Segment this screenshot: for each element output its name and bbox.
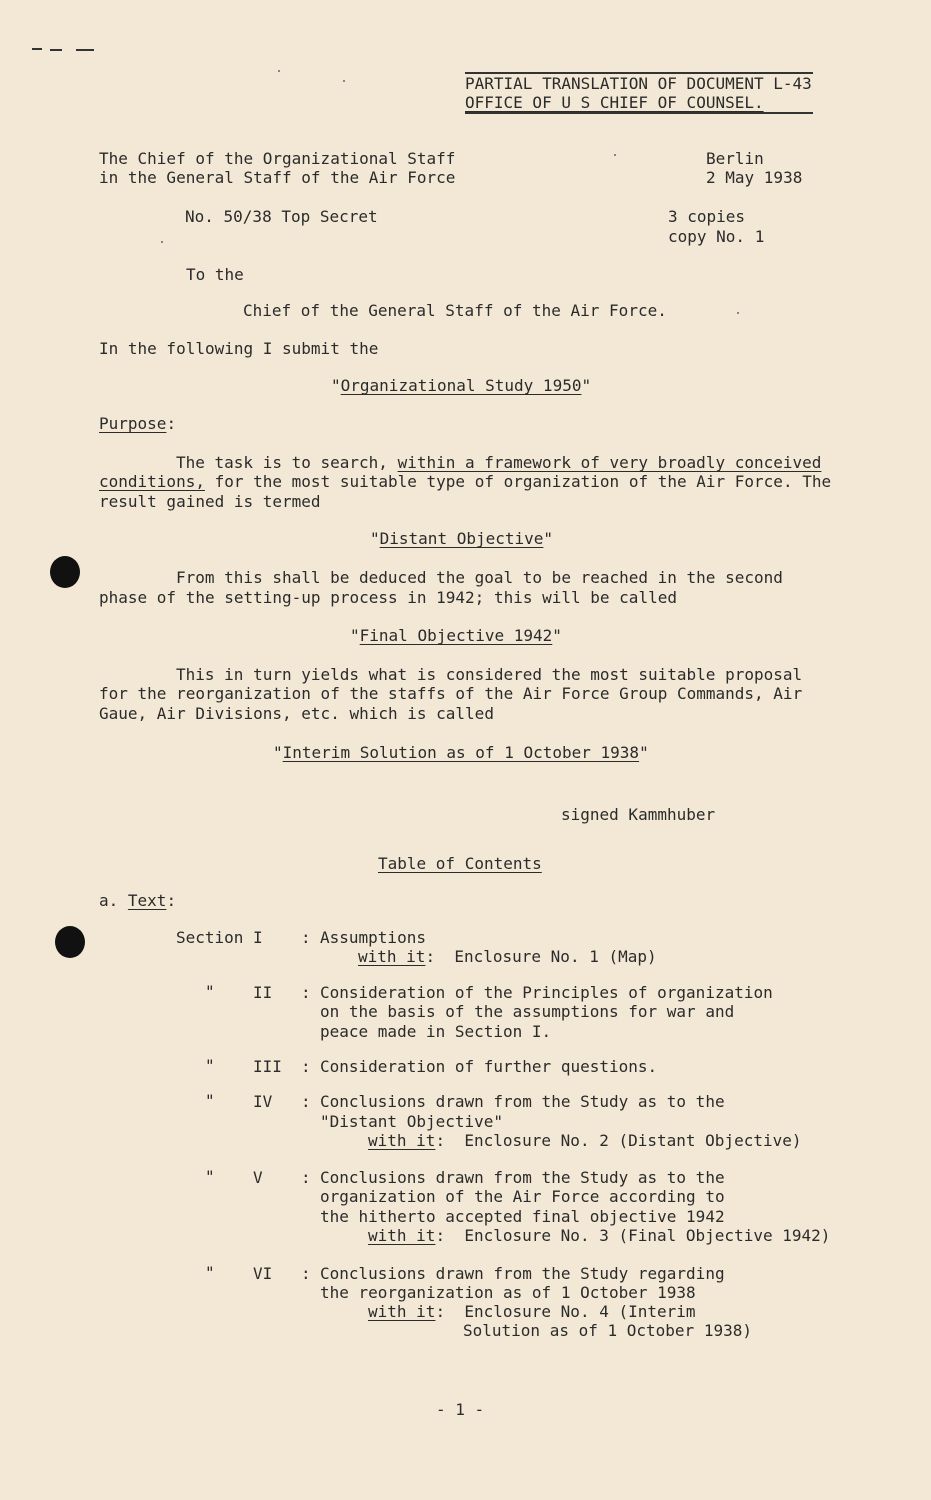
toc-enclosure: with it: Enclosure No. 3 (Final Objective 1942)	[368, 1226, 831, 1245]
toc-enclosure: with it: Enclosure No. 2 (Distant Objective)	[368, 1131, 802, 1150]
paragraph1-line3: result gained is termed	[99, 492, 321, 511]
toc-section-description: peace made in Section I.	[320, 1022, 552, 1041]
paragraph2-line1: From this shall be deduced the goal to be reached in the second	[176, 568, 783, 587]
page-number: - 1 -	[436, 1400, 485, 1419]
toc-text-label: a. Text:	[99, 891, 177, 910]
distant-objective-title: "Distant Objective"	[370, 529, 554, 548]
stray-mark	[32, 48, 42, 50]
toc-section-description: on the basis of the assumptions for war and	[320, 1002, 735, 1021]
stray-mark	[50, 49, 62, 51]
speck	[343, 80, 345, 82]
intro: In the following I submit the	[99, 339, 379, 358]
toc-section-numeral: VI	[253, 1264, 273, 1283]
punch-hole	[50, 556, 80, 588]
punch-hole	[55, 926, 85, 958]
header-rule-bottom	[465, 112, 813, 114]
document-header-line2: OFFICE OF U S CHIEF OF COUNSEL.	[465, 93, 764, 112]
toc-section-description: Assumptions	[320, 928, 426, 947]
study-title: "Organizational Study 1950"	[331, 376, 592, 395]
toc-section-description: Consideration of further questions.	[320, 1057, 658, 1076]
copies-count: 3 copies	[668, 207, 746, 226]
toc-section-description: Conclusions drawn from the Study as to the	[320, 1168, 725, 1187]
place: Berlin	[706, 149, 764, 168]
paragraph3-line1: This in turn yields what is considered the most suitable proposal	[176, 665, 803, 684]
sender-line2: in the General Staff of the Air Force	[99, 168, 456, 187]
toc-section-numeral: I	[253, 928, 263, 947]
paragraph1-line2: conditions, for the most suitable type of organization of the Air Force. The	[99, 472, 832, 491]
toc-section-numeral: II	[253, 983, 273, 1002]
toc-colon: :	[301, 1168, 311, 1187]
paragraph3-line3: Gaue, Air Divisions, etc. which is called	[99, 704, 494, 723]
speck	[737, 312, 739, 314]
toc-section-numeral: IV	[253, 1092, 273, 1111]
toc-section-description: Consideration of the Principles of organization	[320, 983, 773, 1002]
toc-colon: :	[301, 1264, 311, 1283]
toc-ditto: "	[205, 1091, 215, 1110]
paragraph3-line2: for the reorganization of the staffs of the Air Force Group Commands, Air	[99, 684, 803, 703]
document-header-line1: PARTIAL TRANSLATION OF DOCUMENT L-43	[465, 74, 812, 93]
toc-section-numeral: III	[253, 1057, 282, 1076]
toc-section-word: Section	[176, 928, 244, 947]
interim-solution-title: "Interim Solution as of 1 October 1938"	[273, 743, 649, 762]
toc-colon: :	[301, 928, 311, 947]
toc-colon: :	[301, 1057, 311, 1076]
toc-ditto: "	[205, 982, 215, 1001]
paragraph1-line1: The task is to search, within a framework of very broadly conceived	[176, 453, 822, 472]
reference-number: No. 50/38 Top Secret	[185, 207, 378, 226]
toc-enclosure: with it: Enclosure No. 1 (Map)	[358, 947, 657, 966]
toc-section-description: Conclusions drawn from the Study as to the	[320, 1092, 725, 1111]
speck	[278, 70, 280, 72]
toc-section-description: "Distant Objective"	[320, 1112, 504, 1131]
sender-line1: The Chief of the Organizational Staff	[99, 149, 456, 168]
toc-section-description: Conclusions drawn from the Study regarding	[320, 1264, 725, 1283]
date: 2 May 1938	[706, 168, 803, 187]
final-objective-title: "Final Objective 1942"	[350, 626, 562, 645]
toc-enclosure: with it: Enclosure No. 4 (Interim	[368, 1302, 696, 1321]
toc-section-description: organization of the Air Force according to	[320, 1187, 725, 1206]
addressee: Chief of the General Staff of the Air Force.	[243, 301, 667, 320]
purpose-heading: Purpose:	[99, 414, 177, 433]
toc-colon: :	[301, 1092, 311, 1111]
toc-ditto: "	[205, 1056, 215, 1075]
toc-enclosure-continued: Solution as of 1 October 1938)	[463, 1321, 752, 1340]
signature: signed Kammhuber	[561, 805, 716, 824]
paragraph2-line2: phase of the setting-up process in 1942; this will be called	[99, 588, 677, 607]
toc-section-description: the hitherto accepted final objective 1942	[320, 1207, 725, 1226]
toc-colon: :	[301, 983, 311, 1002]
toc-section-numeral: V	[253, 1168, 263, 1187]
speck	[614, 154, 616, 156]
speck	[161, 241, 163, 243]
copy-number: copy No. 1	[668, 227, 765, 246]
toc-ditto: "	[205, 1263, 215, 1282]
toc-heading: Table of Contents	[378, 854, 542, 873]
toc-section-description: the reorganization as of 1 October 1938	[320, 1283, 696, 1302]
toc-ditto: "	[205, 1167, 215, 1186]
salutation: To the	[186, 265, 244, 284]
stray-mark	[76, 49, 94, 51]
